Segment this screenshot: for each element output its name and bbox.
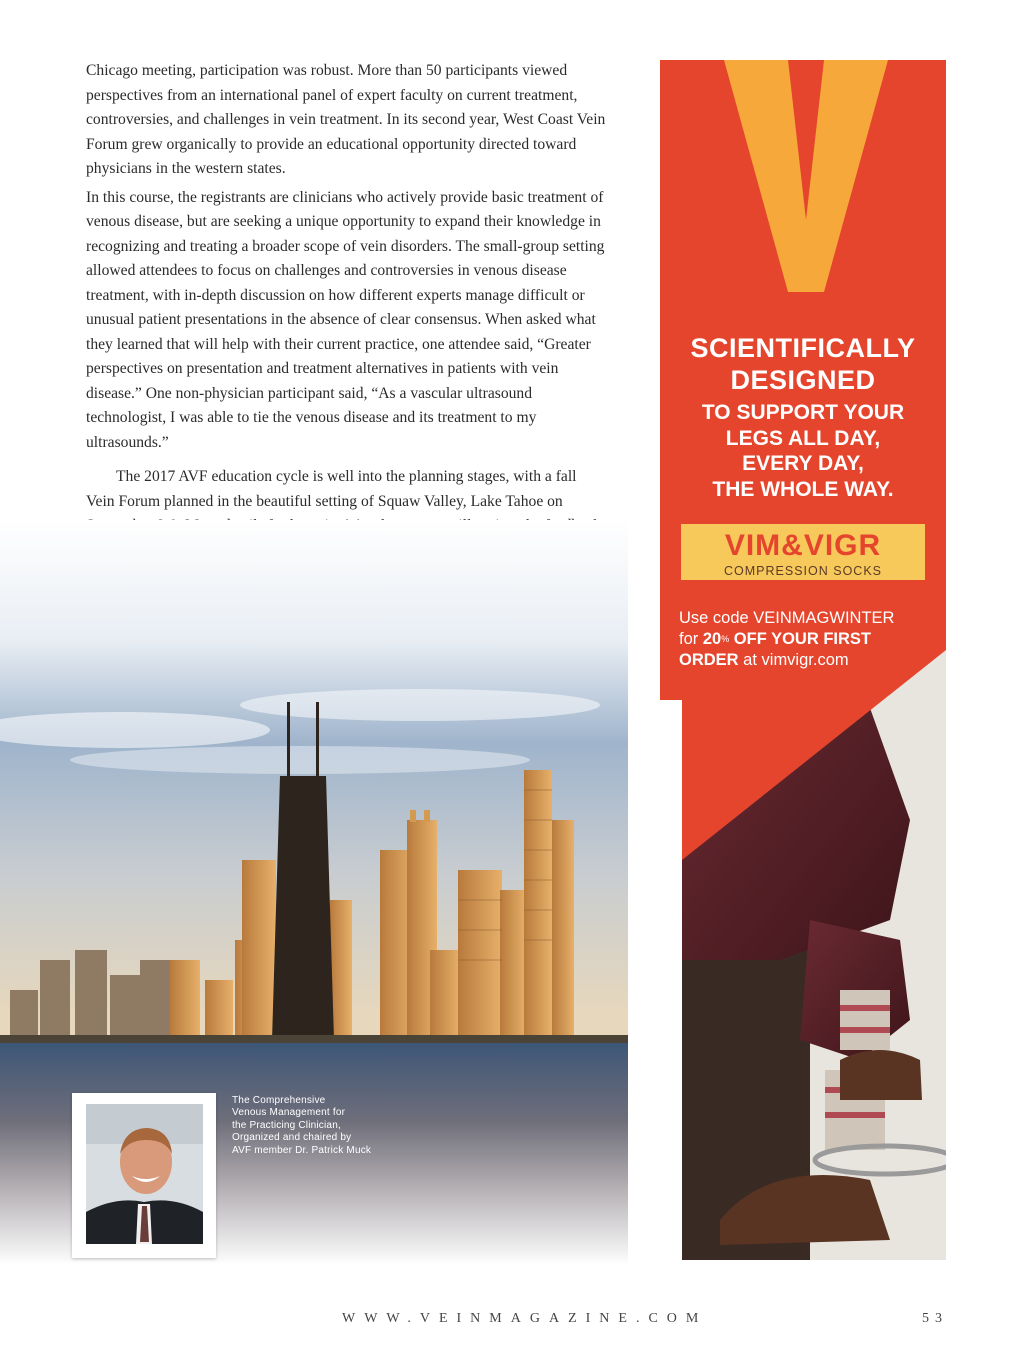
caption-line: Venous Management for (232, 1107, 346, 1119)
discount-percent: % (721, 634, 730, 644)
order-word: ORDER (679, 651, 739, 669)
portrait-photo (86, 1104, 203, 1244)
brand-logo: VIM&VIGR (724, 529, 882, 562)
caption-line: AVF member Dr. Patrick Muck (232, 1144, 372, 1156)
subline-line-2: LEGS ALL DAY, (725, 426, 881, 450)
promo-text (679, 608, 939, 671)
article-paragraph: In this course, the registrants are clinicians who actively provide basic treatment of venous disease, but are seeking a unique opportunity to expand their knowledge in recognizing and treating a broader scope of vein disorders. The small-group setting allowed attendees to focus on challenges and controversies in venous disease treatment, with in-depth discussion on how different experts manage difficult or unusual patient presentations in the absence of clear consensus. When asked what they learned that will help with their current practice, one attendee said, “Greater perspectives on presentation and treatment alternatives in patients with vein disease.” One non-physician participant said, “As a vascular ultrasound technologist, I was able to tie the venous disease and its treatment to my ultrasounds.” (86, 188, 605, 451)
ad-headline (660, 332, 946, 396)
headline-line-1: SCIENTIFICALLY (690, 333, 916, 363)
promo-line-3 (679, 650, 939, 671)
subline-line-1: TO SUPPORT YOUR (701, 401, 905, 424)
promo-line-2 (679, 629, 939, 650)
subline-line-4: THE WHOLE WAY. (712, 477, 894, 501)
brand-logo-box (681, 524, 925, 580)
discount-text: OFF YOUR FIRST (729, 630, 871, 648)
promo-url: at vimvigr.com (738, 651, 849, 669)
article-paragraph: Chicago meeting, participation was robust. More than 50 participants viewed perspectives from an international panel of expert faculty on current treatment, controversies, and challenges in vein treatment. In its second year, West Coast Vein Forum grew organically to provide an educational opportunity directed toward physicians in the western states. (86, 62, 606, 177)
promo-line-1: Use code VEINMAGWINTER (679, 609, 895, 627)
discount-number: 20 (702, 630, 722, 648)
photo-caption (232, 1095, 412, 1157)
vimvigr-advertisement (660, 60, 946, 1260)
article-paragraph-text: The 2017 AVF education cycle is well into the planning stages, with a fall Vein Forum planned in the beautiful setting of Squaw Valley, Lake Tahoe on (86, 468, 577, 510)
page-number: 53 (922, 1311, 948, 1326)
ad-subline (660, 400, 946, 502)
subline-line-3: EVERY DAY, (742, 452, 864, 475)
footer-website: WWW.VEINMAGAZINE.COM (342, 1311, 708, 1326)
promo-for: for (679, 630, 703, 648)
caption-line: the Practicing Clinician, (232, 1119, 341, 1131)
portrait-frame (72, 1093, 216, 1258)
headline-line-2: DESIGNED (730, 365, 876, 395)
brand-tagline: COMPRESSION SOCKS (724, 564, 882, 578)
caption-line: The Comprehensive (232, 1095, 326, 1106)
caption-line: Organized and chaired by (232, 1132, 352, 1144)
